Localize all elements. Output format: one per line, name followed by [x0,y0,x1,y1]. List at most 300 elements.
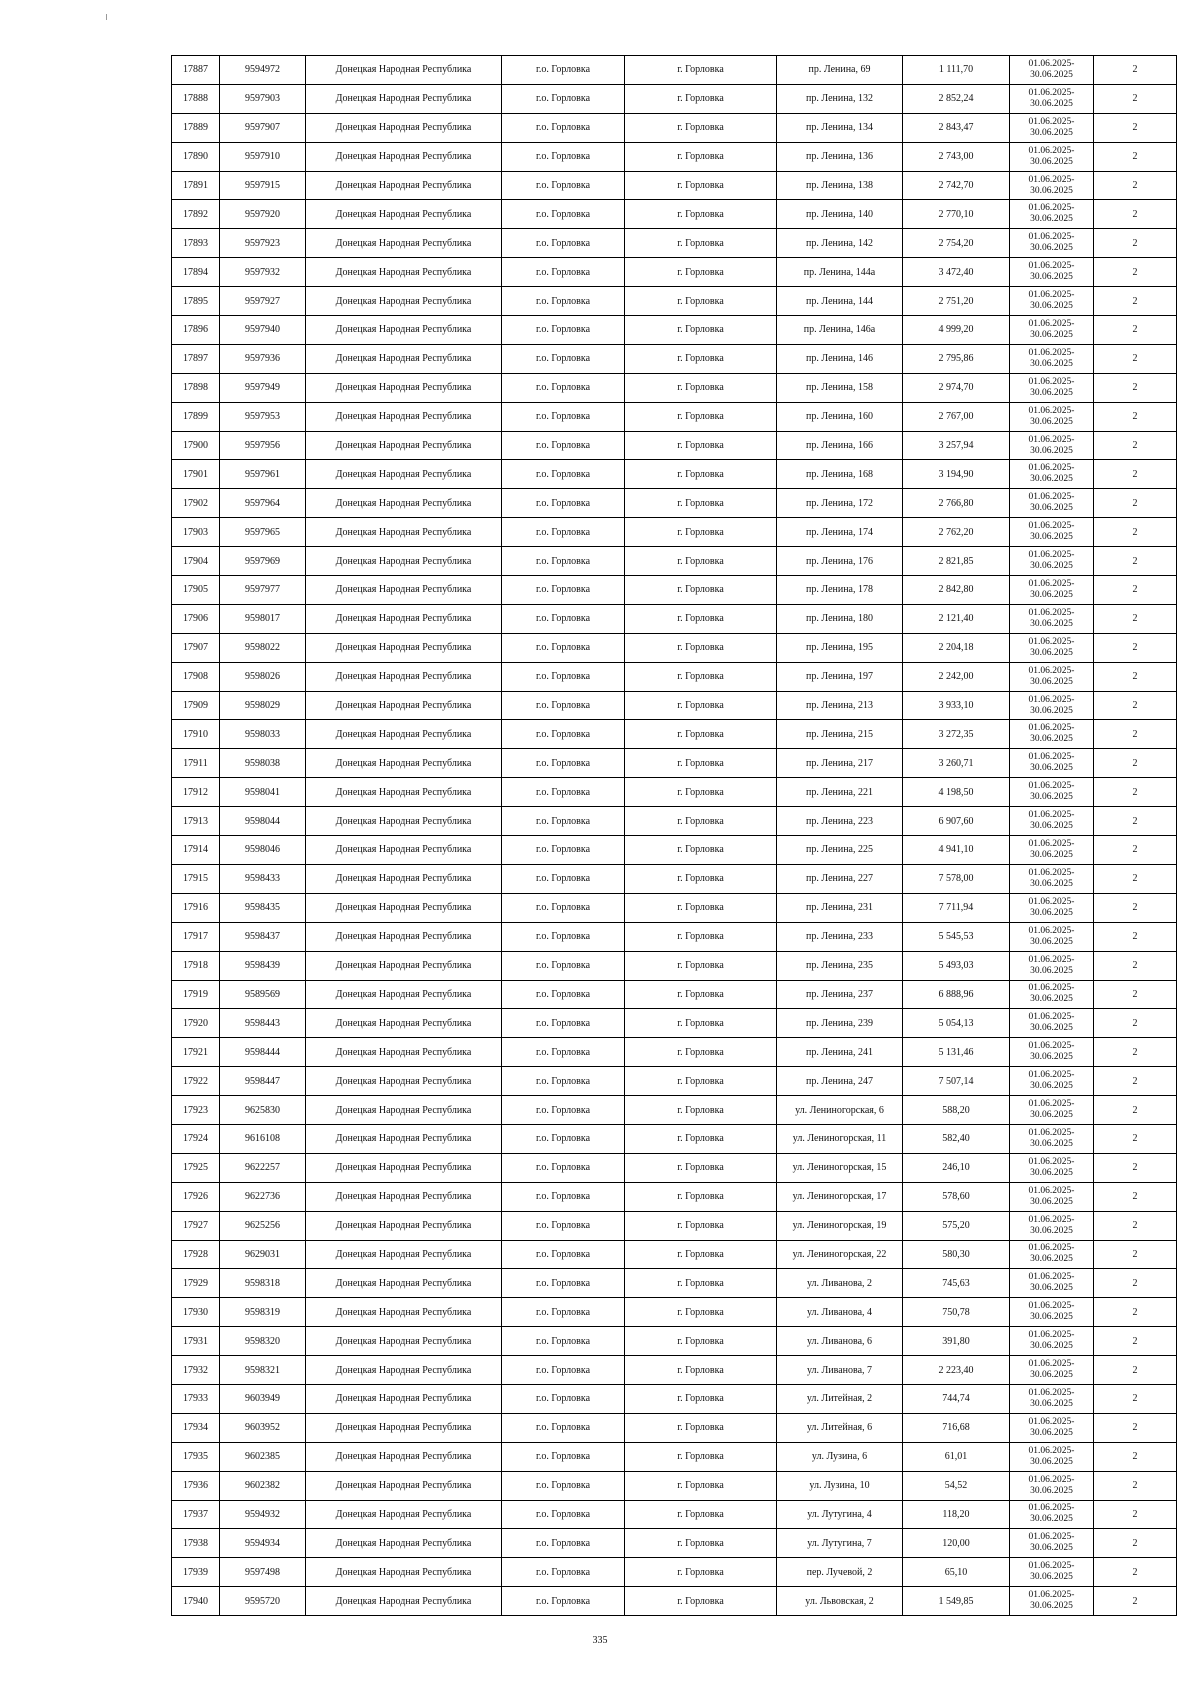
district-cell: г.о. Горловка [502,951,625,980]
address-cell: пр. Ленина, 241 [777,1038,903,1067]
object-id-cell: 9597977 [220,576,306,605]
code-cell: 2 [1094,864,1177,893]
district-cell: г.о. Горловка [502,1529,625,1558]
address-cell: пер. Лучевой, 2 [777,1558,903,1587]
code-cell: 2 [1094,142,1177,171]
table-row [172,1500,1177,1529]
region-cell: Донецкая Народная Республика [306,691,502,720]
object-id-cell: 9598017 [220,604,306,633]
period-end: 30.06.2025 [1030,878,1073,889]
code-cell: 2 [1094,1471,1177,1500]
table-row [172,460,1177,489]
row-number-cell: 17930 [172,1298,220,1327]
row-number-cell: 17892 [172,200,220,229]
code-cell: 2 [1094,258,1177,287]
region-cell: Донецкая Народная Республика [306,1269,502,1298]
city-cell: г. Горловка [625,633,777,662]
period-cell [1010,1153,1094,1182]
table-row [172,1587,1177,1616]
object-id-cell: 9598026 [220,662,306,691]
data-table [171,55,1177,1616]
page-number: 335 [592,1635,608,1646]
district-cell: г.о. Горловка [502,1471,625,1500]
table-row [172,1442,1177,1471]
table-row [172,807,1177,836]
address-cell: пр. Ленина, 225 [777,836,903,865]
row-number-cell: 17900 [172,431,220,460]
value-cell: 2 121,40 [903,604,1010,633]
table-row [172,142,1177,171]
value-cell: 1 111,70 [903,56,1010,85]
row-number-cell: 17902 [172,489,220,518]
code-cell: 2 [1094,778,1177,807]
period-end: 30.06.2025 [1030,301,1073,312]
object-id-cell: 9594932 [220,1500,306,1529]
period-end: 30.06.2025 [1030,185,1073,196]
code-cell: 2 [1094,1211,1177,1240]
region-cell: Донецкая Народная Республика [306,1471,502,1500]
value-cell: 2 974,70 [903,373,1010,402]
row-number-cell: 17887 [172,56,220,85]
city-cell: г. Горловка [625,518,777,547]
row-number-cell: 17888 [172,84,220,113]
value-cell: 4 999,20 [903,316,1010,345]
period-cell [1010,258,1094,287]
district-cell: г.о. Горловка [502,316,625,345]
object-id-cell: 9595720 [220,1587,306,1616]
district-cell: г.о. Горловка [502,1500,625,1529]
period-cell [1010,922,1094,951]
code-cell: 2 [1094,1269,1177,1298]
value-cell: 750,78 [903,1298,1010,1327]
table-row [172,749,1177,778]
period-end: 30.06.2025 [1030,1283,1073,1294]
period-cell [1010,171,1094,200]
row-number-cell: 17924 [172,1124,220,1153]
object-id-cell: 9594934 [220,1529,306,1558]
period-cell [1010,951,1094,980]
period-end: 30.06.2025 [1030,1225,1073,1236]
address-cell: ул. Лениногорская, 17 [777,1182,903,1211]
region-cell: Донецкая Народная Республика [306,113,502,142]
table-row [172,1182,1177,1211]
region-cell: Донецкая Народная Республика [306,287,502,316]
code-cell: 2 [1094,1413,1177,1442]
region-cell: Донецкая Народная Республика [306,1009,502,1038]
city-cell: г. Горловка [625,749,777,778]
row-number-cell: 17920 [172,1009,220,1038]
city-cell: г. Горловка [625,287,777,316]
period-cell [1010,1442,1094,1471]
value-cell: 2 242,00 [903,662,1010,691]
value-cell: 6 888,96 [903,980,1010,1009]
value-cell: 578,60 [903,1182,1010,1211]
city-cell: г. Горловка [625,1500,777,1529]
period-start: 01.06.2025- [1028,1099,1075,1109]
period-end: 30.06.2025 [1030,98,1073,109]
table-row [172,547,1177,576]
object-id-cell: 9598319 [220,1298,306,1327]
value-cell: 2 762,20 [903,518,1010,547]
period-cell [1010,604,1094,633]
region-cell: Донецкая Народная Республика [306,1558,502,1587]
address-cell: пр. Ленина, 217 [777,749,903,778]
period-end: 30.06.2025 [1030,127,1073,138]
row-number-cell: 17938 [172,1529,220,1558]
city-cell: г. Горловка [625,836,777,865]
table-row [172,1211,1177,1240]
object-id-cell: 9616108 [220,1124,306,1153]
district-cell: г.о. Горловка [502,807,625,836]
table-row [172,1038,1177,1067]
table-row [172,113,1177,142]
address-cell: ул. Ливанова, 7 [777,1356,903,1385]
district-cell: г.о. Горловка [502,229,625,258]
code-cell: 2 [1094,373,1177,402]
table-row [172,1009,1177,1038]
period-start: 01.06.2025- [1028,1561,1075,1572]
city-cell: г. Горловка [625,922,777,951]
city-cell: г. Горловка [625,720,777,749]
value-cell: 2 751,20 [903,287,1010,316]
city-cell: г. Горловка [625,1153,777,1182]
table-row [172,518,1177,547]
period-start: 01.06.2025- [1028,550,1075,561]
value-cell: 2 204,18 [903,633,1010,662]
period-end: 30.06.2025 [1030,1081,1073,1092]
code-cell: 2 [1094,171,1177,200]
region-cell: Донецкая Народная Республика [306,316,502,345]
object-id-cell: 9597964 [220,489,306,518]
period-start: 01.06.2025- [1028,145,1075,156]
value-cell: 7 507,14 [903,1067,1010,1096]
period-start: 01.06.2025- [1028,781,1075,792]
address-cell: пр. Ленина, 237 [777,980,903,1009]
period-cell [1010,1327,1094,1356]
city-cell: г. Горловка [625,1327,777,1356]
address-cell: ул. Литейная, 6 [777,1413,903,1442]
region-cell: Донецкая Народная Республика [306,922,502,951]
district-cell: г.о. Горловка [502,1038,625,1067]
period-start: 01.06.2025- [1028,232,1075,243]
city-cell: г. Горловка [625,316,777,345]
district-cell: г.о. Горловка [502,489,625,518]
period-end: 30.06.2025 [1030,445,1073,456]
city-cell: г. Горловка [625,547,777,576]
period-cell [1010,1587,1094,1616]
code-cell: 2 [1094,460,1177,489]
table-row [172,489,1177,518]
period-start: 01.06.2025- [1028,174,1075,185]
district-cell: г.о. Горловка [502,980,625,1009]
code-cell: 2 [1094,518,1177,547]
region-cell: Донецкая Народная Республика [306,749,502,778]
city-cell: г. Горловка [625,1356,777,1385]
value-cell: 582,40 [903,1124,1010,1153]
period-start: 01.06.2025- [1028,838,1075,849]
period-end: 30.06.2025 [1030,1254,1073,1265]
code-cell: 2 [1094,1442,1177,1471]
address-cell: пр. Ленина, 136 [777,142,903,171]
object-id-cell: 9597903 [220,84,306,113]
period-cell [1010,836,1094,865]
code-cell: 2 [1094,893,1177,922]
city-cell: г. Горловка [625,1269,777,1298]
period-cell [1010,489,1094,518]
value-cell: 3 194,90 [903,460,1010,489]
row-number-cell: 17891 [172,171,220,200]
row-number-cell: 17937 [172,1500,220,1529]
row-number-cell: 17934 [172,1413,220,1442]
code-cell: 2 [1094,720,1177,749]
period-cell [1010,1211,1094,1240]
object-id-cell: 9602382 [220,1471,306,1500]
address-cell: пр. Ленина, 174 [777,518,903,547]
object-id-cell: 9597915 [220,171,306,200]
district-cell: г.о. Горловка [502,518,625,547]
district-cell: г.о. Горловка [502,56,625,85]
period-start: 01.06.2025- [1028,1474,1075,1485]
region-cell: Донецкая Народная Республика [306,1413,502,1442]
period-cell [1010,1124,1094,1153]
city-cell: г. Горловка [625,1067,777,1096]
code-cell: 2 [1094,807,1177,836]
district-cell: г.о. Горловка [502,460,625,489]
district-cell: г.о. Горловка [502,287,625,316]
table-row [172,1529,1177,1558]
address-cell: пр. Ленина, 168 [777,460,903,489]
row-number-cell: 17911 [172,749,220,778]
code-cell: 2 [1094,431,1177,460]
period-start: 01.06.2025- [1028,1156,1075,1167]
region-cell: Донецкая Народная Республика [306,1356,502,1385]
row-number-cell: 17940 [172,1587,220,1616]
city-cell: г. Горловка [625,1529,777,1558]
object-id-cell: 9622736 [220,1182,306,1211]
row-number-cell: 17929 [172,1269,220,1298]
code-cell: 2 [1094,1384,1177,1413]
row-number-cell: 17932 [172,1356,220,1385]
table-row [172,778,1177,807]
row-number-cell: 17928 [172,1240,220,1269]
period-start: 01.06.2025- [1028,290,1075,301]
period-cell [1010,1384,1094,1413]
district-cell: г.о. Горловка [502,258,625,287]
code-cell: 2 [1094,316,1177,345]
value-cell: 2 743,00 [903,142,1010,171]
district-cell: г.о. Горловка [502,662,625,691]
value-cell: 5 493,03 [903,951,1010,980]
value-cell: 3 472,40 [903,258,1010,287]
period-end: 30.06.2025 [1030,1485,1073,1496]
city-cell: г. Горловка [625,576,777,605]
code-cell: 2 [1094,922,1177,951]
city-cell: г. Горловка [625,171,777,200]
city-cell: г. Горловка [625,662,777,691]
period-start: 01.06.2025- [1028,1503,1075,1514]
region-cell: Донецкая Народная Республика [306,1096,502,1125]
value-cell: 2 223,40 [903,1356,1010,1385]
region-cell: Донецкая Народная Республика [306,518,502,547]
address-cell: пр. Ленина, 223 [777,807,903,836]
value-cell: 391,80 [903,1327,1010,1356]
object-id-cell: 9622257 [220,1153,306,1182]
code-cell: 2 [1094,980,1177,1009]
region-cell: Донецкая Народная Республика [306,344,502,373]
address-cell: пр. Ленина, 146 [777,344,903,373]
city-cell: г. Горловка [625,1009,777,1038]
row-number-cell: 17908 [172,662,220,691]
table-row [172,1269,1177,1298]
period-start: 01.06.2025- [1028,1214,1075,1225]
address-cell: ул. Лутугина, 4 [777,1500,903,1529]
table-row [172,1298,1177,1327]
city-cell: г. Горловка [625,344,777,373]
city-cell: г. Горловка [625,1096,777,1125]
code-cell: 2 [1094,951,1177,980]
table-row [172,893,1177,922]
period-start: 01.06.2025- [1028,723,1075,734]
district-cell: г.о. Горловка [502,1067,625,1096]
code-cell: 2 [1094,1500,1177,1529]
value-cell: 2 852,24 [903,84,1010,113]
object-id-cell: 9598433 [220,864,306,893]
object-id-cell: 9597965 [220,518,306,547]
region-cell: Донецкая Народная Республика [306,200,502,229]
object-id-cell: 9597920 [220,200,306,229]
code-cell: 2 [1094,287,1177,316]
address-cell: пр. Ленина, 144 [777,287,903,316]
district-cell: г.о. Горловка [502,1269,625,1298]
object-id-cell: 9598435 [220,893,306,922]
city-cell: г. Горловка [625,1384,777,1413]
city-cell: г. Горловка [625,431,777,460]
period-cell [1010,142,1094,171]
address-cell: пр. Ленина, 160 [777,402,903,431]
period-cell [1010,864,1094,893]
period-end: 30.06.2025 [1030,763,1073,774]
district-cell: г.о. Горловка [502,864,625,893]
region-cell: Донецкая Народная Республика [306,229,502,258]
period-start: 01.06.2025- [1028,1387,1075,1398]
region-cell: Донецкая Народная Республика [306,1298,502,1327]
object-id-cell: 9597936 [220,344,306,373]
city-cell: г. Горловка [625,691,777,720]
address-cell: ул. Лениногорская, 11 [777,1124,903,1153]
row-number-cell: 17907 [172,633,220,662]
object-id-cell: 9598320 [220,1327,306,1356]
value-cell: 6 907,60 [903,807,1010,836]
region-cell: Донецкая Народная Республика [306,402,502,431]
object-id-cell: 9598041 [220,778,306,807]
period-start: 01.06.2025- [1028,261,1075,272]
code-cell: 2 [1094,402,1177,431]
district-cell: г.о. Горловка [502,576,625,605]
table-row [172,576,1177,605]
period-cell [1010,980,1094,1009]
period-cell [1010,1182,1094,1211]
city-cell: г. Горловка [625,1211,777,1240]
address-cell: пр. Ленина, 158 [777,373,903,402]
object-id-cell: 9597940 [220,316,306,345]
period-start: 01.06.2025- [1028,810,1075,821]
district-cell: г.о. Горловка [502,1124,625,1153]
region-cell: Донецкая Народная Республика [306,604,502,633]
period-end: 30.06.2025 [1030,358,1073,369]
table-row [172,720,1177,749]
period-end: 30.06.2025 [1030,561,1073,572]
period-start: 01.06.2025- [1028,1359,1075,1370]
region-cell: Донецкая Народная Республика [306,1327,502,1356]
district-cell: г.о. Горловка [502,200,625,229]
row-number-cell: 17893 [172,229,220,258]
row-number-cell: 17919 [172,980,220,1009]
object-id-cell: 9598038 [220,749,306,778]
value-cell: 744,74 [903,1384,1010,1413]
city-cell: г. Горловка [625,113,777,142]
address-cell: пр. Ленина, 138 [777,171,903,200]
period-cell [1010,1471,1094,1500]
address-cell: пр. Ленина, 247 [777,1067,903,1096]
region-cell: Донецкая Народная Республика [306,1529,502,1558]
period-end: 30.06.2025 [1030,1052,1073,1063]
city-cell: г. Горловка [625,402,777,431]
period-cell [1010,1038,1094,1067]
city-cell: г. Горловка [625,604,777,633]
region-cell: Донецкая Народная Республика [306,720,502,749]
district-cell: г.о. Горловка [502,1356,625,1385]
region-cell: Донецкая Народная Республика [306,980,502,1009]
value-cell: 2 742,70 [903,171,1010,200]
value-cell: 5 545,53 [903,922,1010,951]
period-end: 30.06.2025 [1030,474,1073,485]
period-end: 30.06.2025 [1030,821,1073,832]
period-start: 01.06.2025- [1028,925,1075,936]
value-cell: 7 711,94 [903,893,1010,922]
table-row [172,1240,1177,1269]
period-end: 30.06.2025 [1030,1427,1073,1438]
region-cell: Донецкая Народная Республика [306,56,502,85]
period-end: 30.06.2025 [1030,272,1073,283]
value-cell: 3 933,10 [903,691,1010,720]
row-number-cell: 17910 [172,720,220,749]
value-cell: 716,68 [903,1413,1010,1442]
address-cell: пр. Ленина, 134 [777,113,903,142]
period-start: 01.06.2025- [1028,1185,1075,1196]
object-id-cell: 9598033 [220,720,306,749]
period-cell [1010,662,1094,691]
code-cell: 2 [1094,344,1177,373]
value-cell: 3 272,35 [903,720,1010,749]
period-end: 30.06.2025 [1030,676,1073,687]
period-cell [1010,1413,1094,1442]
period-cell [1010,1529,1094,1558]
period-end: 30.06.2025 [1030,647,1073,658]
district-cell: г.о. Горловка [502,1442,625,1471]
city-cell: г. Горловка [625,864,777,893]
district-cell: г.о. Горловка [502,1211,625,1240]
period-start: 01.06.2025- [1028,607,1075,618]
object-id-cell: 9597932 [220,258,306,287]
row-number-cell: 17925 [172,1153,220,1182]
period-cell [1010,633,1094,662]
period-start: 01.06.2025- [1028,58,1075,69]
address-cell: пр. Ленина, 172 [777,489,903,518]
object-id-cell: 9598444 [220,1038,306,1067]
period-start: 01.06.2025- [1028,1590,1075,1601]
value-cell: 2 770,10 [903,200,1010,229]
address-cell: пр. Ленина, 235 [777,951,903,980]
